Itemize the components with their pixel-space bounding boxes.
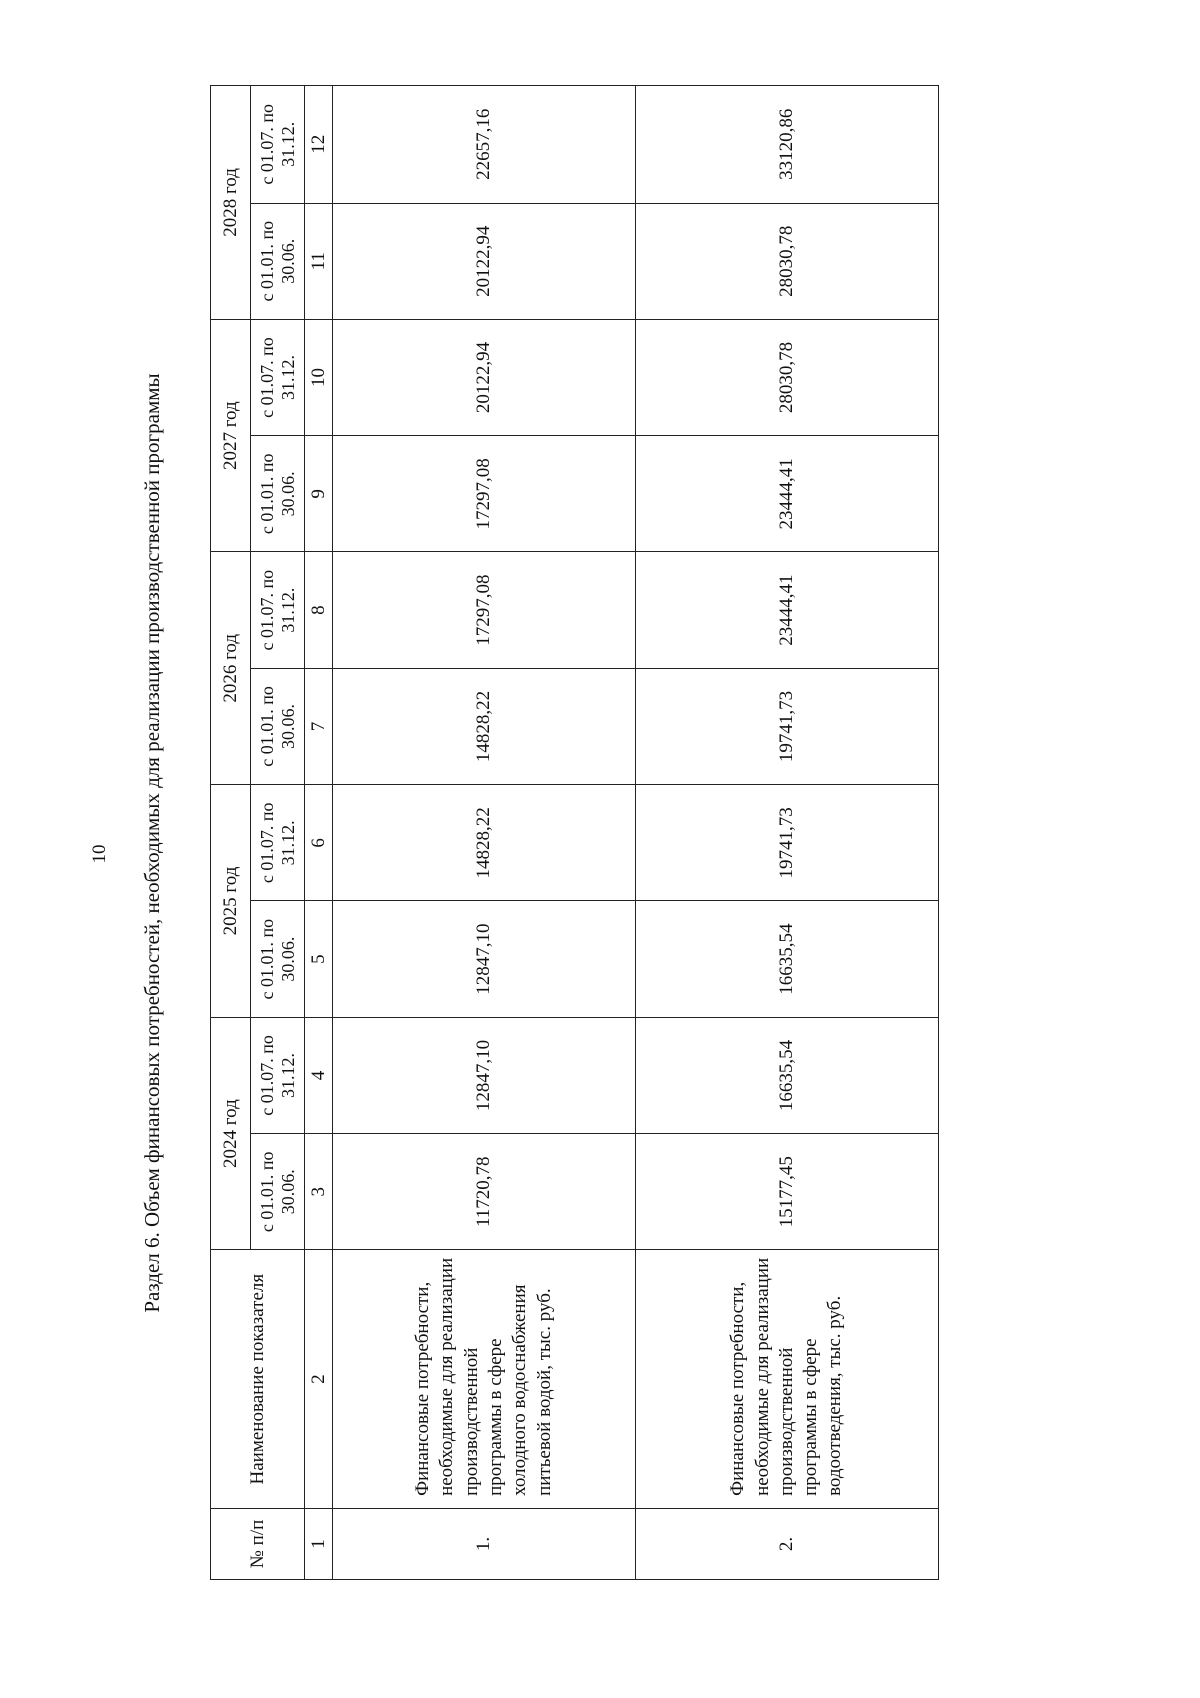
- table-row: [636, 86, 939, 1580]
- header-period: с 01.07. по 31.12.: [251, 785, 305, 901]
- value-cell: 23444,41: [636, 552, 939, 668]
- header-year-2024: 2024 год: [211, 1017, 251, 1250]
- index-cell: 8: [305, 552, 333, 668]
- header-period: с 01.07. по 31.12.: [251, 1017, 305, 1133]
- index-cell: 5: [305, 901, 333, 1017]
- header-year-2025: 2025 год: [211, 785, 251, 1018]
- index-cell: 11: [305, 203, 333, 319]
- value-cell: 17297,08: [333, 552, 636, 668]
- row-name: Финансовые потребности, необходимые для реализации производственной программы в сфере холодного водоснабжения питьевой водой, тыс. руб.: [333, 1250, 636, 1509]
- index-cell: 1: [305, 1508, 333, 1579]
- index-cell: 10: [305, 319, 333, 435]
- index-cell: 3: [305, 1134, 333, 1250]
- row-name: Финансовые потребности, необходимые для реализации производственной программы в сфере водоотведения, тыс. руб.: [636, 1250, 939, 1509]
- value-cell: 20122,94: [333, 319, 636, 435]
- header-period: с 01.07. по 31.12.: [251, 319, 305, 435]
- value-cell: 12847,10: [333, 901, 636, 1017]
- row-num: 1.: [333, 1508, 636, 1579]
- table-row: [333, 86, 636, 1580]
- value-cell: 16635,54: [636, 901, 939, 1017]
- header-period: с 01.07. по 31.12.: [251, 86, 305, 204]
- page-number: 10: [89, 844, 110, 864]
- value-cell: 14828,22: [333, 785, 636, 901]
- header-year-2027: 2027 год: [211, 319, 251, 552]
- value-cell: 11720,78: [333, 1134, 636, 1250]
- index-cell: 7: [305, 668, 333, 784]
- value-cell: 19741,73: [636, 785, 939, 901]
- value-cell: 19741,73: [636, 668, 939, 784]
- financial-needs-table-container: [210, 85, 938, 1580]
- index-cell: 2: [305, 1250, 333, 1509]
- header-period: с 01.01. по 30.06.: [251, 901, 305, 1017]
- index-cell: 12: [305, 86, 333, 204]
- document-title: Раздел 6. Объем финансовых потребностей, необходимых для реализации производственной программы: [140, 373, 164, 1313]
- header-num: № п/п: [211, 1508, 305, 1579]
- header-name: Наименование показателя: [211, 1250, 305, 1509]
- value-cell: 28030,78: [636, 203, 939, 319]
- value-cell: 33120,86: [636, 86, 939, 204]
- header-period: с 01.01. по 30.06.: [251, 1134, 305, 1250]
- value-cell: 14828,22: [333, 668, 636, 784]
- value-cell: 17297,08: [333, 436, 636, 552]
- index-cell: 6: [305, 785, 333, 901]
- index-cell: 4: [305, 1017, 333, 1133]
- value-cell: 23444,41: [636, 436, 939, 552]
- value-cell: 22657,16: [333, 86, 636, 204]
- index-cell: 9: [305, 436, 333, 552]
- value-cell: 12847,10: [333, 1017, 636, 1133]
- value-cell: 16635,54: [636, 1017, 939, 1133]
- header-period: с 01.01. по 30.06.: [251, 203, 305, 319]
- header-year-2028: 2028 год: [211, 86, 251, 320]
- header-period: с 01.01. по 30.06.: [251, 668, 305, 784]
- value-cell: 20122,94: [333, 203, 636, 319]
- value-cell: 15177,45: [636, 1134, 939, 1250]
- header-period: с 01.01. по 30.06.: [251, 436, 305, 552]
- row-num: 2.: [636, 1508, 939, 1579]
- value-cell: 28030,78: [636, 319, 939, 435]
- header-year-2026: 2026 год: [211, 552, 251, 785]
- financial-needs-table: [210, 85, 939, 1580]
- header-period: с 01.07. по 31.12.: [251, 552, 305, 668]
